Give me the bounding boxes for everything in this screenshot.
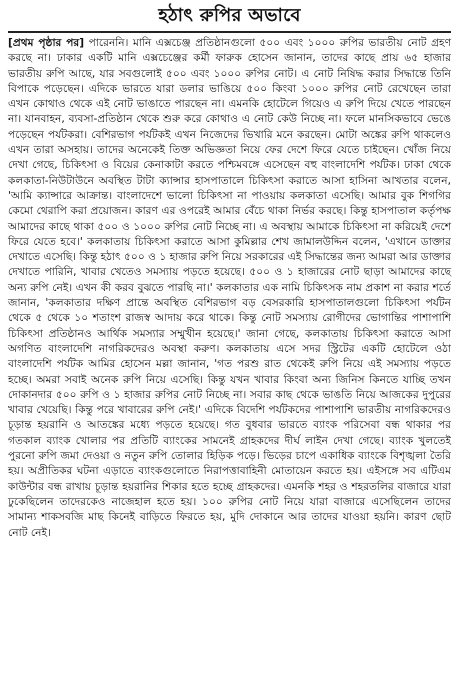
article-body-paragraph xyxy=(8,36,451,541)
continuation-label: [প্রথম পৃষ্ঠার পর] xyxy=(8,37,85,49)
article-body-text: পারেননি। মানি এক্সচেঞ্জ প্রতিষ্ঠানগুলো ৫০০ এবং ১০০০ রুপির ভারতীয় নোট গ্রহণ করছে না। ঢাকার একটি মানি এক্সচেঞ্জের কর্মী ফারুক হোসেন জানান, তাদের কাছে প্রায় ৬৫ হাজার ভারতীয় রুপি আছে, যার সবগুলোই ৫০০ এবং ১০০০ রুপির নোট। এ নোট নিষিদ্ধ করার সিদ্ধান্তে তিনি বিপাকে পড়েছেন। এদিকে ভারতে যারা ডলার ভাঙিয়ে ৫০০ কিংবা ১০০০ রুপির নোট রেখেছেন তারা এখন কোথাও থেকে এই নোট ভাঙাতে পারছেন না। এমনকি হোটেলে গিয়েও এ রুপি দিয়ে খেতে পারছেন না। যানবাহন, ব্যবসা-প্রতিষ্ঠান থেকে শুরু করে কোথাও এ নোট কেউ নিচ্ছে না। ফলে মানসিকভাবে ভেঙে পড়েছেন পর্যটকরা। বেশিরভাগ পর্যটকই এখন নিজেদের ভিখারি মনে করছেন। মোটা অঙ্কের রুপি থাকলেও এখন তারা অসহায়। তাদের অনেকেই তিক্ত অভিজ্ঞতা নিয়ে ফের দেশে ফিরে যেতে চাইছেন। খোঁজ নিয়ে দেখা গেছে, চিকিৎসা ও বিয়ের কেনাকাটা করতে পশ্চিমবঙ্গে এসেছেন বহু বাংলাদেশি পর্যটক। ঢাকা থেকে কলকাতা-নিউটাউনে অবস্থিত টাটা ক্যান্সার হাসপাতালে চিকিৎসা করাতে আসা হাসিনা আখতার বলেন, 'আমি ক্যান্সারে আক্রান্ত। বাংলাদেশে ভালো চিকিৎসা না পাওয়ায় কলকাতা এসেছি। আমার বুক শিগগির কেমো থেরাপি করা প্রয়োজন। কারণ এর ওপরেই আমার বেঁচে থাকা নির্ভর করছে। কিন্তু হাসপাতাল কর্তৃপক্ষ আমাদের কাছে থাকা ৫০০ ও ১০০০ রুপির নোট নিচ্ছে না। এ অবস্থায় আমাকে চিকিৎসা না করিয়েই দেশে ফিরে যেতে হবে।' কলকাতায় চিকিৎসা করাতে আসা কুমিল্লার শেখ জামালউদ্দিন বলেন, 'এখানে ডাক্তার দেখাতে এসেছি। কিন্তু হঠাৎ ৫০০ ও ১ হাজার রুপি নিয়ে সরকারের এই সিদ্ধান্তের জন্য আমরা আর ডাক্তার দেখাতে পারিনি, খাবার খেতেও সমস্যায় পড়তে হয়েছে। ৫০০ ও ১ হাজারের নোট ছাড়া আমাদের কাছে অন্য রুপি নেই। এখন কী করব বুঝতে পারছি না।' কলকাতার এক নামি চিকিৎসক নাম প্রকাশ না করার শর্তে জানান, 'কলকাতার দক্ষিণ প্রান্তে অবস্থিত বেশিরভাগ বড় বেসরকারি হাসপাতালগুলো চিকিৎসা পর্যটন থেকে ৫ থেকে ১০ শতাংশ রাজস্ব আদায় করে থাকে। কিন্তু নোট সমস্যায় রোগীদের ভোগান্তির পাশাপাশি চিকিৎসা প্রতিষ্ঠানও আর্থিক সমস্যার সম্মুখীন হয়েছে।' জানা গেছে, কলকাতায় চিকিৎসা করাতে আসা অগণিত বাংলাদেশি নাগরিকদেরও অবস্থা করুণ। কলকাতায় এসে সদর স্ট্রিটের একটি হোটেলে ওঠা বাংলাদেশি পর্যটক আমির হোসেন মল্লা জানান, 'গত পরশু রাত থেকেই রুপি নিয়ে এই সমস্যায় পড়তে হচ্ছে। অমরা সবাই অনেক রুপি নিয়ে এসেছি। কিন্তু যখন খাবার কিংবা অন্য জিনিস কিনতে যাচ্ছি তখন দোকানদার ৫০০ রুপি ও ১ হাজার রুপির নোট নিচ্ছে না। সবার কাছ থেকে ভাঙতি নিয়ে আজকের দুপুরের খাবার খেয়েছি। কিন্তু পরে খাবারের রুপি নেই।' এদিকে বিদেশি পর্যটকদের পাশাপাশি ভারতীয় নাগরিকদেরও চূড়ান্ত হয়রানি ও আতঙ্কের মধ্যে পড়তে হয়েছে। গত বুধবার ভারতে ব্যাংক পরিসেবা বন্ধ থাকার পর গতকাল ব্যাংক খোলার পর প্রতিটি ব্যাংকের সামনেই গ্রাহকদের দীর্ঘ লাইন দেখা গেছে। ব্যাংক খুলতেই পুরনো রুপি জমা দেওয়া ও নতুন রুপি তোলার হিড়িক পড়ে। ভিড়ের চাপে একাধিক ব্যাংকে বিশৃঙ্খলা তৈরি হয়। অপ্রীতিকর ঘটনা এড়াতে ব্যাংকগুলোতে নিরাপত্তাবাহিনী মোতায়েন করতে হয়। এইসঙ্গে সব এটিএম কাউন্টার বন্ধ রাখায় চূড়ান্ত হয়রানির শিকার হতে হচ্ছে গ্রাহকদের। এমনকি শহর ও শহরতলির বাজারে যারা ঢুকেছিলেন তাদেরকেও নাজেহাল হতে হয়। ১০০ রুপির নোট নিয়ে যারা বাজারে এসেছিলেন তাদের সামান্য শাকসবজি মাছ কিনেই বাড়িতে ফিরতে হয়, মুদি দোকানে আর তাদের যাওয়া হয়নি। কারণ ছোট নোট নেই। xyxy=(8,37,451,539)
article-headline: হঠাৎ রুপির অভাবে xyxy=(158,5,301,26)
headline-divider xyxy=(8,31,451,33)
